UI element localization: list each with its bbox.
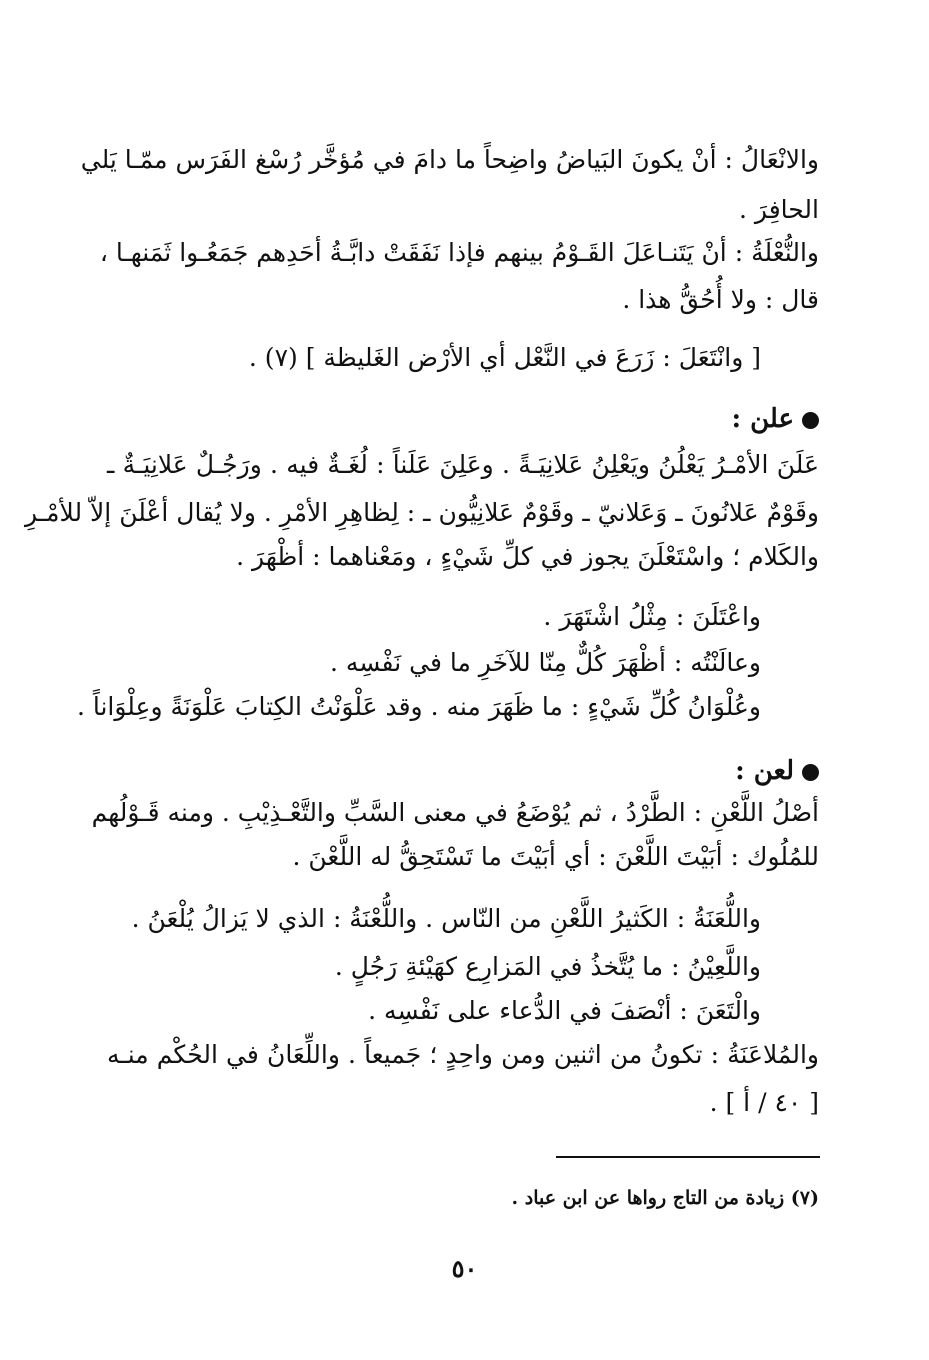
footnote: (٧) زيادة من التاج رواها عن ابن عباد . xyxy=(511,1187,819,1209)
bullet-icon xyxy=(802,412,819,429)
text-line: عَلَنَ الأمْـرُ يَعْلُنُ ويَعْلِنُ عَلانِيَـةً . وعَلِنَ عَلَناً : لُغَـةٌ فيه . ورَجُـلٌ عَلانِيَـةٌ ـ xyxy=(107,450,819,479)
text-line: قال : ولا أُحُقُّ هذا . xyxy=(622,285,819,314)
text-line: أصْلُ اللَّعْنِ : الطَّرْدُ ، ثم يُوْضَعُ في معنى السَّبِّ والتَّعْـذِيْبِ . ومنه قَـوْلُهم xyxy=(91,798,819,827)
page-number: ٥٠ xyxy=(451,1254,478,1283)
text-line: وعالَنْتُه : أظْهَرَ كُلٌّ مِنّا للآخَرِ ما في نَفْسِه . xyxy=(329,648,761,677)
text-line: وقَوْمٌ عَلانُونَ ـ وَعَلانيّ ـ وقَوْمٌ عَلانِيُّون ـ : لِظاهِرِ الأمْرِ . ولا يُقال أعْلَنَ إلاّ للأمْـرِ xyxy=(25,498,819,527)
text-line: والمُلاعَنَةُ : تكونُ من اثنين ومن واحِدٍ ؛ جَميعاً . واللِّعَانُ في الحُكْم منـه xyxy=(107,1040,819,1069)
text-line: الحافِرَ . xyxy=(739,195,819,224)
footnote-divider xyxy=(556,1156,820,1158)
text-line: [ ٤٠ / أ ] . xyxy=(709,1088,819,1117)
text-line: واللُّعَنَةُ : الكَثيرُ اللَّعْنِ من النّاس . واللُّعْنَةُ : الذي لا يَزالُ يُلْعَنُ . xyxy=(131,904,761,933)
text-line: واللَّعِيْنُ : ما يُتَّخذُ في المَزارِع كهَيْئةِ رَجُلٍ . xyxy=(334,952,761,981)
bullet-icon xyxy=(802,764,819,781)
text-line: والكَلام ؛ واسْتَعْلَنَ يجوز في كلِّ شَيْءٍ ، ومَعْناهما : أظْهَرَ . xyxy=(236,542,819,571)
heading-label: لعن : xyxy=(735,756,794,786)
text-line: والنُّعْلَةُ : أنْ يَتَنـاعَلَ القَـوْمُ بينهم فإذا نَفَقَتْ دابَّـةُ أحَدِهم جَمَعُـوا ثَمَنهـا ، xyxy=(99,238,819,267)
text-line: [ وانْتَعَلَ : زَرَعَ في النَّعْل أي الأرْض الغَليظة ] (٧) . xyxy=(248,343,761,372)
text-line: للمُلُوك : أبَيْتَ اللَّعْنَ : أي أبَيْتَ ما تَسْتَحِقُّ له اللَّعْنَ . xyxy=(292,842,819,871)
text-line: والانْعَالُ : أنْ يكونَ البَياضُ واضِحاً ما دامَ في مُؤخَّر رُسْغ الفَرَس ممّـا يَلي xyxy=(80,145,819,174)
text-line: وعُلْوَانُ كُلِّ شَيْءٍ : ما ظَهَرَ منه . وقد عَلْوَنْتُ الكِتابَ عَلْوَنَةً وعِلْوَاناً . xyxy=(76,692,761,721)
section-heading xyxy=(735,754,819,788)
section-heading xyxy=(731,402,819,436)
heading-label: علن : xyxy=(731,404,794,434)
text-line: واعْتَلَنَ : مِثْلُ اشْتَهَرَ . xyxy=(543,602,761,631)
text-line: والْتَعَنَ : أنْصَفَ في الدُّعاء على نَفْسِه . xyxy=(368,996,761,1025)
